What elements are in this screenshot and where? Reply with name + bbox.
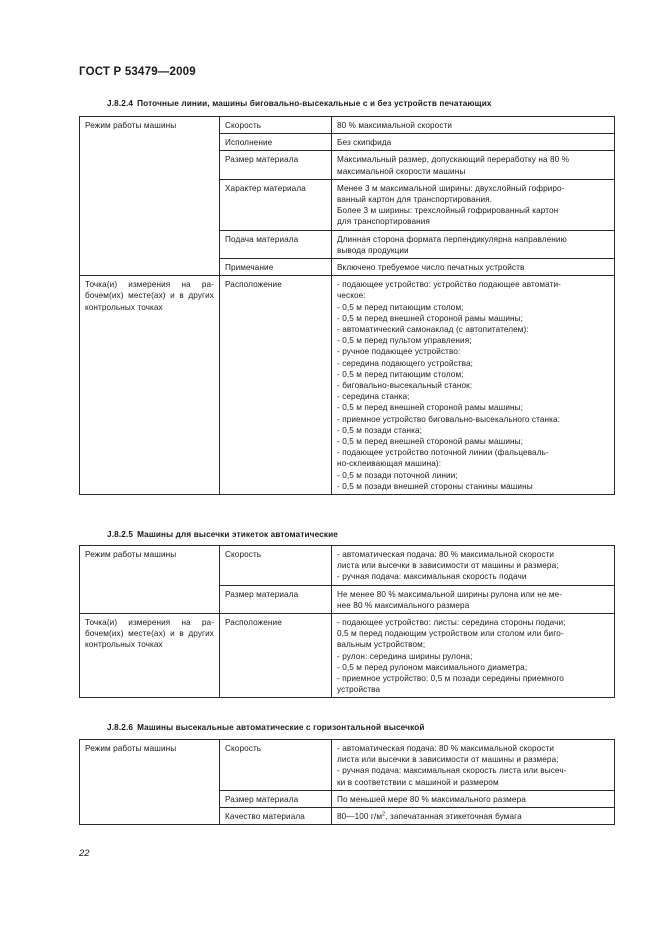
value-line: для транспортирования xyxy=(337,217,430,227)
value-line: - ручная подача: максимальная скорость подачи xyxy=(337,572,527,582)
param-cell: Примечание xyxy=(220,259,332,276)
value-line: - 0,5 м перед пультом управления; xyxy=(337,336,472,346)
group-cell: Точка(и) измерения на ра-бочем(их) месте(ах) и в других контрольных точках xyxy=(80,276,220,495)
value-line: Без скипфида xyxy=(337,138,392,148)
value-cell xyxy=(332,230,615,258)
value-line: - автоматический самонаклад (с автопитателем): xyxy=(337,325,529,335)
group-cell: Точка(и) измерения на ра-бочем(их) месте(ах) и в других контрольных точках xyxy=(80,614,220,698)
value-line: листа или высечки в зависимости от машины и размера; xyxy=(337,561,559,571)
value-cell xyxy=(332,614,615,698)
value-line: - приемное устройство биговально-высекального станка: xyxy=(337,414,561,424)
value-line: - 0,5 м позади внешней стороны станины машины xyxy=(337,481,533,491)
value-line: Не менее 80 % максимальной ширины рулона или не ме- xyxy=(337,589,563,599)
value-line: Менее 3 м максимальной ширины: двухслойный гофриро- xyxy=(337,183,565,193)
value-cell xyxy=(332,808,615,825)
param-cell: Скорость xyxy=(220,740,332,791)
group-cell: Режим работы машины xyxy=(80,117,220,276)
param-cell: Размер материала xyxy=(220,151,332,179)
value-line: максимальной скорости машины xyxy=(337,166,466,176)
group-cell: Режим работы машины xyxy=(80,740,220,825)
page-number: 22 xyxy=(79,848,90,859)
value-line: - 0,5 м перед внешней стороной рамы машины; xyxy=(337,437,523,447)
value-line: - ручная подача: максимальная скорость листа или высеч- xyxy=(337,766,567,776)
group-cell: Режим работы машины xyxy=(80,546,220,614)
value-text: , запечатанная этикеточная бумага xyxy=(385,812,522,822)
section-number: J.8.2.6 xyxy=(107,723,134,732)
value-line: но-склеивающая машина): xyxy=(337,459,442,469)
table-row xyxy=(80,546,615,586)
value-line: - подающее устройство: устройство подающее автомати- xyxy=(337,280,561,290)
value-cell xyxy=(332,276,615,495)
value-line: ванный картон для транспортирования. xyxy=(337,195,493,205)
section-number: J.8.2.5 xyxy=(107,530,134,539)
table-row xyxy=(80,117,615,134)
param-cell: Исполнение xyxy=(220,134,332,151)
value-cell xyxy=(332,259,615,276)
value-cell xyxy=(332,790,615,807)
param-cell: Размер материала xyxy=(220,790,332,807)
value-line: - рулон: середина ширины рулона; xyxy=(337,651,473,661)
value-line: - 0,5 м позади станка; xyxy=(337,425,423,435)
param-cell: Подача материала xyxy=(220,230,332,258)
value-cell xyxy=(332,151,615,179)
value-line: - 0,5 м перед внешней стороной рамы машины; xyxy=(337,403,523,413)
section-heading: Машины для высечки этикеток автоматические xyxy=(137,530,339,539)
table-row xyxy=(80,740,615,791)
table-row xyxy=(80,614,615,698)
value-text: 80—100 г/м xyxy=(337,812,383,822)
value-line: По меньшей мере 80 % максимального размера xyxy=(337,794,526,804)
section-title xyxy=(107,99,492,108)
value-line: - 0,5 м позади поточной линии; xyxy=(337,470,458,480)
value-line: вывода продукции xyxy=(337,245,409,255)
section-number: J.8.2.4 xyxy=(107,99,134,108)
spec-table xyxy=(79,545,615,698)
value-cell xyxy=(332,117,615,134)
value-line: вальным устройством; xyxy=(337,640,426,650)
value-line: листа или высечки в зависимости от машины и размера; xyxy=(337,755,559,765)
value-line: 80 % максимальной скорости xyxy=(337,121,453,130)
value-line: ки в соответствии с машиной и размером xyxy=(337,777,499,787)
superscript: 2 xyxy=(382,811,386,818)
value-line: Включено требуемое число печатных устройств xyxy=(337,263,525,273)
value-line: Максимальный размер, допускающий переработку на 80 % xyxy=(337,155,570,165)
value-line: - автоматическая подача: 80 % максимальной скорости xyxy=(337,550,555,559)
value-line: нее 80 % максимального размера xyxy=(337,600,470,610)
value-line: ческое: xyxy=(337,291,366,301)
spec-table xyxy=(79,739,615,825)
spec-table xyxy=(79,116,615,495)
value-line: - середина станка; xyxy=(337,392,410,402)
value-cell xyxy=(332,134,615,151)
value-cell xyxy=(332,179,615,230)
value-line: - приемное устройство: 0,5 м позади середины приемного xyxy=(337,674,564,684)
section-title xyxy=(107,723,425,732)
value-line: - подающее устройство поточной линии (фальцеваль- xyxy=(337,448,549,458)
param-cell: Характер материала xyxy=(220,179,332,230)
value-cell xyxy=(332,740,615,791)
section-heading: Поточные линии, машины биговально-высекальные с и без устройств печатающих xyxy=(137,99,492,108)
param-cell: Скорость xyxy=(220,117,332,134)
value-line: - середина подающего устройства; xyxy=(337,358,474,368)
value-line: - ручное подающее устройство: xyxy=(337,347,461,357)
param-cell: Качество материала xyxy=(220,808,332,825)
param-cell: Расположение xyxy=(220,276,332,495)
value-line: 0,5 м перед подающим устройством или столом или бигo- xyxy=(337,629,564,639)
section-title xyxy=(107,530,338,539)
value-line: - 0,5 м перед внешней стороной рамы машины; xyxy=(337,313,523,323)
value-line: устройства xyxy=(337,685,381,695)
table-row xyxy=(80,276,615,495)
value-line: Длинная сторона формата перпендикулярна направлению xyxy=(337,234,567,244)
value-cell xyxy=(332,546,615,586)
value-line: - подающее устройство: листы: середина стороны подачи; xyxy=(337,618,566,628)
param-cell: Размер материала xyxy=(220,585,332,613)
value-cell xyxy=(332,585,615,613)
value-line: - 0,5 м перед питающим столом; xyxy=(337,369,464,379)
value-line: - автоматическая подача: 80 % максимальной скорости xyxy=(337,744,555,753)
value-line: - биговально-высекальный станок: xyxy=(337,381,473,391)
param-cell: Скорость xyxy=(220,546,332,586)
document-id: ГОСТ Р 53479—2009 xyxy=(79,66,196,78)
value-line: - 0,5 м перед рулоном максимального диаметра; xyxy=(337,662,528,672)
section-heading: Машины высекальные автоматические с горизонтальной высечкой xyxy=(137,723,425,732)
value-line: Более 3 м ширины: трехслойный гофрированный картон xyxy=(337,206,559,216)
param-cell: Расположение xyxy=(220,614,332,698)
value-line: - 0,5 м перед питающим столом; xyxy=(337,302,464,312)
